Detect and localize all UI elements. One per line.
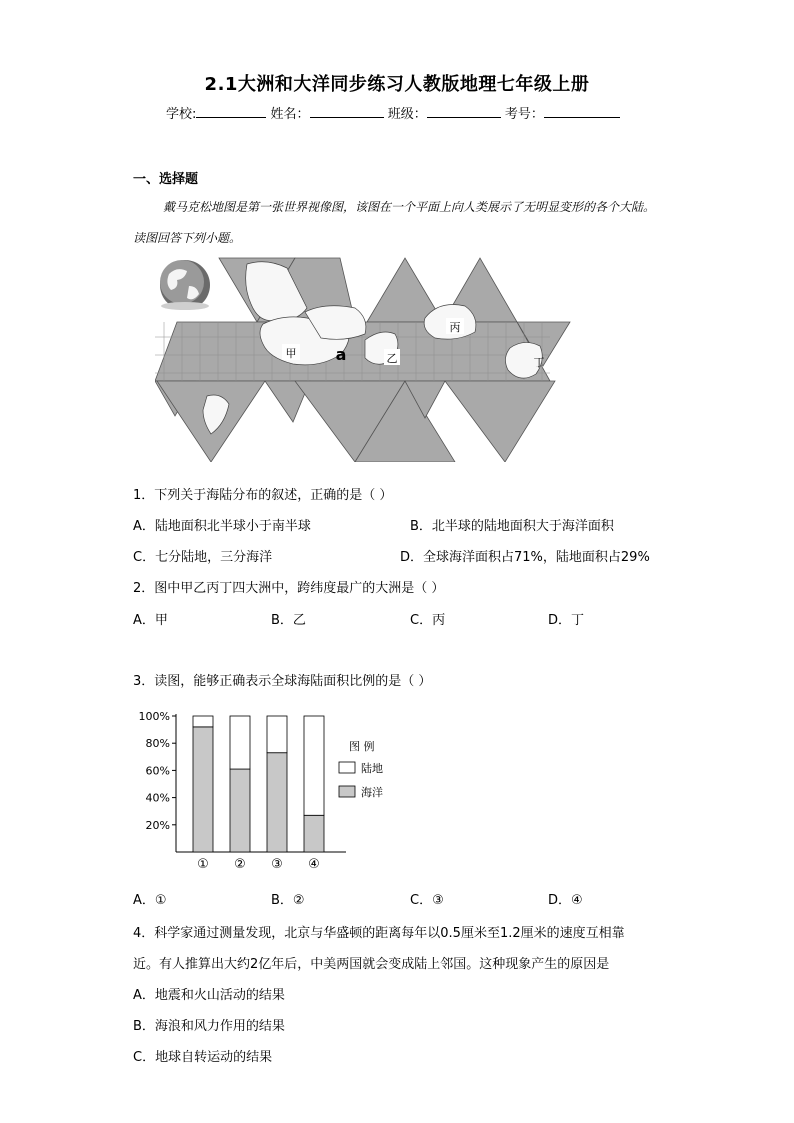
chart-bar-ocean <box>267 753 287 852</box>
school-blank <box>196 103 266 118</box>
chart-legend-swatch <box>339 786 355 797</box>
chart-x-tick-label: ① <box>197 857 209 872</box>
exam-no-label: 考号： <box>504 107 544 122</box>
land-sea-chart-svg <box>136 706 396 874</box>
exam-no-blank <box>544 103 620 118</box>
page-title: 2.1大洲和大洋同步练习人教版地理七年级上册 <box>204 74 590 95</box>
q4-option-c[interactable]: C．地球自转运动的结果 <box>133 1050 273 1065</box>
map-label-bing: 丙 <box>449 321 461 334</box>
chart-y-tick-label: 60% <box>145 764 170 778</box>
q2-option-b[interactable]: B．乙 <box>271 613 306 628</box>
map-label-a: a <box>335 345 347 364</box>
chart-legend-label: 海洋 <box>361 786 383 799</box>
chart-bar-ocean <box>193 727 213 852</box>
q1-option-d[interactable]: D．全球海洋面积占71%，陆地面积占29% <box>400 550 650 565</box>
q1-option-b[interactable]: B．北半球的陆地面积大于海洋面积 <box>410 519 614 534</box>
chart-x-tick-label: ② <box>234 857 246 872</box>
chart-x-tick-label: ③ <box>271 857 283 872</box>
class-label: 班级： <box>387 107 427 122</box>
intro-text: 戴马克松地图是第一张世界视像图，该图在一个平面上向人类展示了无明显变形的各个大陆。读图回答下列小题。 <box>133 200 656 245</box>
dymaxion-map <box>155 256 580 462</box>
chart-bar-land <box>267 716 287 753</box>
q3-option-b[interactable]: B．② <box>271 893 305 908</box>
q3-option-a[interactable]: A．① <box>133 893 167 908</box>
chart-bar-land <box>193 716 213 727</box>
question-2-stem: 2．图中甲乙丙丁四大洲中，跨纬度最广的大洲是（ ） <box>133 581 445 596</box>
question-1-stem: 1．下列关于海陆分布的叙述，正确的是（ ） <box>133 488 393 503</box>
student-info-row <box>166 103 620 122</box>
q4-option-b[interactable]: B．海浪和风力作用的结果 <box>133 1019 285 1034</box>
q4-option-a[interactable]: A．地震和火山活动的结果 <box>133 988 285 1003</box>
q2-option-d[interactable]: D．丁 <box>548 613 585 628</box>
chart-x-tick-label: ④ <box>308 857 320 872</box>
map-label-ding: 丁 <box>533 356 545 369</box>
map-label-jia: 甲 <box>285 347 297 360</box>
q2-option-a[interactable]: A．甲 <box>133 613 168 628</box>
chart-bar-ocean <box>230 769 250 852</box>
chart-y-tick-label: 20% <box>145 818 170 832</box>
chart-y-tick-label: 100% <box>138 710 170 723</box>
section-title: 一、选择题 <box>133 172 199 187</box>
land-sea-chart <box>136 706 396 874</box>
chart-legend-label: 陆地 <box>361 762 383 775</box>
chart-bar-ocean <box>304 815 324 852</box>
q2-option-c[interactable]: C．丙 <box>410 613 446 628</box>
name-label: 姓名： <box>270 107 310 122</box>
chart-legend-title: 图 例 <box>349 740 375 753</box>
dymaxion-map-svg <box>155 256 580 462</box>
school-label: 学校: <box>166 107 197 122</box>
question-4-stem-line1: 4．科学家通过测量发现，北京与华盛顿的距离每年以0.5厘米至1.2厘米的速度互相靠 <box>133 926 625 941</box>
question-4-stem-line2: 近。有人推算出大约2亿年后，中美两国就会变成陆上邻国。这种现象产生的原因是 <box>133 957 610 972</box>
q3-option-c[interactable]: C．③ <box>410 893 444 908</box>
question-3-stem: 3．读图，能够正确表示全球海陆面积比例的是（ ） <box>133 674 432 689</box>
globe-icon <box>160 260 210 310</box>
chart-bar-land <box>230 716 250 769</box>
map-label-yi: 乙 <box>386 352 398 365</box>
chart-y-tick-label: 40% <box>145 791 170 805</box>
chart-y-tick-label: 80% <box>145 737 170 751</box>
q1-option-c[interactable]: C．七分陆地，三分海洋 <box>133 550 273 565</box>
name-blank <box>310 103 384 118</box>
q1-option-a[interactable]: A．陆地面积北半球小于南半球 <box>133 519 311 534</box>
chart-legend-swatch <box>339 762 355 773</box>
chart-bar-land <box>304 716 324 815</box>
class-blank <box>427 103 501 118</box>
q3-option-d[interactable]: D．④ <box>548 893 583 908</box>
